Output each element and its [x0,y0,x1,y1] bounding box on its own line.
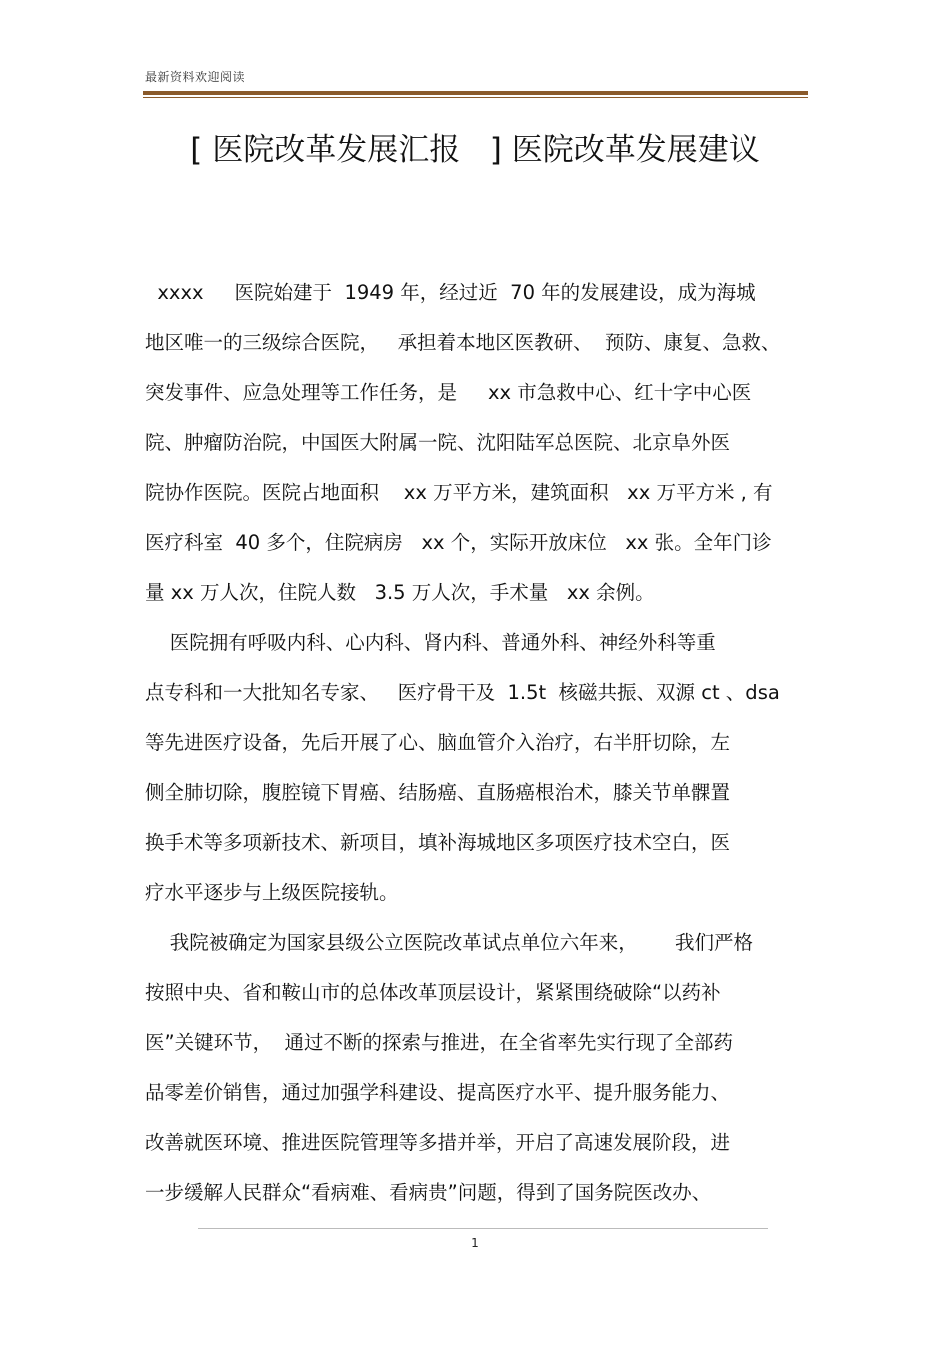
body-line: 换手术等多项新技术、新项目，填补海城地区多项医疗技术空白，医 [145,831,731,854]
body-line: 疗水平逐步与上级医院接轨。 [145,881,399,904]
footer-rule [198,1228,768,1229]
body-line: 点专科和一大批知名专家、 医疗骨干及 1.5t 核磁共振、双源 ct 、dsa [145,681,780,704]
body-line: 地区唯一的三级综合医院， 承担着本地区医教研、 预防、康复、急救、 [145,331,781,354]
body-line: 等先进医疗设备，先后开展了心、脑血管介入治疗，右半肝切除，左 [145,731,731,754]
body-line: 我院被确定为国家县级公立医院改革试点单位六年来， 我们严格 [145,931,753,954]
document-title: [ 医院改革发展汇报 ] 医院改革发展建议 [190,132,760,168]
header-rule-thin [143,97,808,98]
running-header: 最新资料欢迎阅读 [145,70,246,84]
body-line: 院协作医院。医院占地面积 xx 万平方米，建筑面积 xx 万平方米 , 有 [145,481,773,504]
body-line: xxxx 医院始建于 1949 年，经过近 70 年的发展建设，成为海城 [145,281,756,304]
body-line: 医”关键环节， 通过不断的探索与推进，在全省率先实行现了全部药 [145,1031,733,1054]
body-line: 品零差价销售，通过加强学科建设、提高医疗水平、提升服务能力、 [145,1081,731,1104]
body-line: 侧全肺切除，腹腔镜下胃癌、结肠癌、直肠癌根治术，膝关节单髁置 [145,781,731,804]
header-rule-thick [143,91,808,95]
body-line: 医疗科室 40 多个，住院病房 xx 个，实际开放床位 xx 张。全年门诊 [145,531,772,554]
body-line: 按照中央、省和鞍山市的总体改革顶层设计，紧紧围绕破除“以药补 [145,981,721,1004]
body-line: 院、肿瘤防治院，中国医大附属一院、沈阳陆军总医院、北京阜外医 [145,431,731,454]
body-line: 一步缓解人民群众“看病难、看病贵”问题，得到了国务院医改办、 [145,1181,712,1204]
body-line: 突发事件、应急处理等工作任务，是 xx 市急救中心、红十字中心医 [145,381,752,404]
body-line: 量 xx 万人次，住院人数 3.5 万人次，手术量 xx 余例。 [145,581,655,604]
body-line: 医院拥有呼吸内科、心内科、肾内科、普通外科、神经外科等重 [145,631,716,654]
body-line: 改善就医环境、推进医院管理等多措并举，开启了高速发展阶段，进 [145,1131,731,1154]
page-number: 1 [471,1236,479,1250]
